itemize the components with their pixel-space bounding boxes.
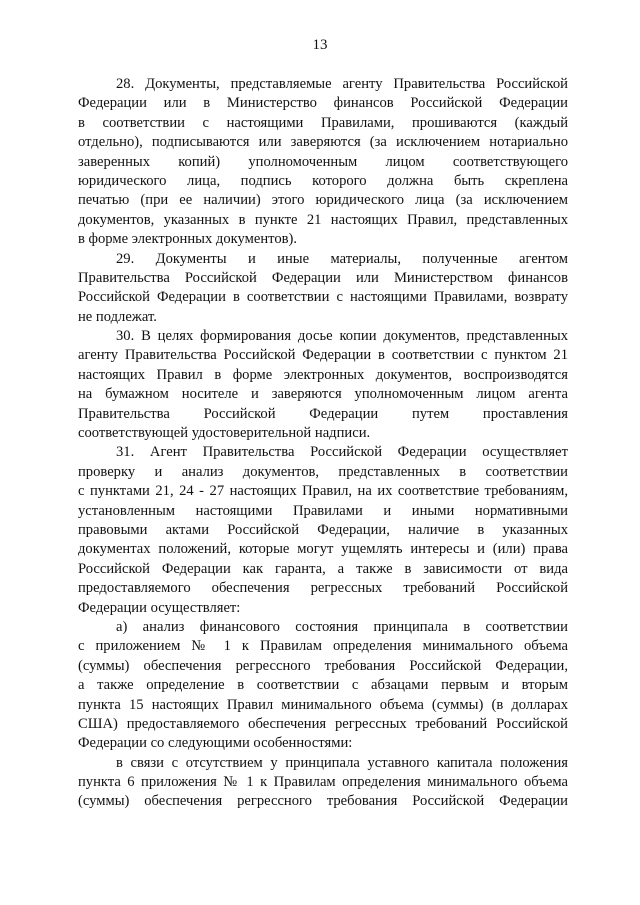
text-line: с приложением № 1 к Правилам определения минимального объема	[78, 638, 568, 655]
text-line: (суммы) обеспечения регрессного требования Российской Федерации,	[78, 657, 568, 674]
text-line: а) анализ финансового состояния принципала в соответствии	[116, 618, 568, 635]
text-line: Правительства Российской Федерации путем проставления	[78, 405, 568, 422]
text-line: в связи с отсутствием у принципала уставного капитала положения	[116, 754, 568, 771]
text-line: а также определение в соответствии с абзацами первым и вторым	[78, 677, 568, 694]
paragraph-28	[78, 75, 568, 250]
text-line: документах положений, которые могут ущемлять интересы и (или) права	[78, 541, 568, 558]
text-line: не подлежат.	[78, 308, 157, 325]
text-line: Федерации осуществляет:	[78, 599, 241, 616]
text-line: Российской Федерации в соответствии с настоящими Правилами, возврату	[78, 289, 568, 306]
page-number: 13	[312, 37, 328, 53]
text-line: Правительства Российской Федерации или Министерством финансов	[78, 269, 568, 286]
text-line: в форме электронных документов).	[78, 231, 298, 248]
text-line: отдельно), подписываются или заверяются (за исключением нотариально	[78, 134, 568, 151]
text-line: (суммы) обеспечения регрессного требования Российской Федерации	[78, 793, 568, 810]
text-line: 28. Документы, представляемые агенту Правительства Российской	[116, 76, 568, 92]
text-line: 29. Документы и иные материалы, полученные агентом	[116, 250, 568, 267]
paragraph-29	[78, 250, 568, 328]
text-line: предоставляемого обеспечения регрессных требований Российской	[78, 580, 568, 597]
text-line: документов, указанных в пункте 21 настоящих Правил, представленных	[78, 211, 568, 228]
text-line: пункта 6 приложения № 1 к Правилам определения минимального объема	[78, 774, 568, 791]
text-line: юридического лица, подпись которого должна быть скреплена	[78, 172, 568, 189]
paragraph-31-a-continued	[78, 754, 568, 812]
text-line: Российской Федерации как гаранта, а также в зависимости от вида	[78, 560, 568, 577]
text-line: на бумажном носителе и заверяются уполномоченным лицом агента	[78, 386, 568, 403]
text-line: правовыми актами Российской Федерации, наличие в указанных	[78, 521, 568, 538]
text-line: 31. Агент Правительства Российской Федерации осуществляет	[116, 444, 568, 461]
paragraph-31	[78, 443, 568, 618]
text-line: в соответствии с настоящими Правилами, прошиваются (каждый	[78, 114, 568, 131]
text-line: агенту Правительства Российской Федерации в соответствии с пунктом 21	[78, 347, 568, 364]
paragraph-31-a	[78, 618, 568, 754]
text-line: проверку и анализ документов, представленных в соответствии	[78, 463, 568, 480]
text-line: пункта 15 настоящих Правил минимального объема (суммы) (в долларах	[78, 696, 568, 713]
text-line: Федерации или в Министерство финансов Российской Федерации	[78, 95, 568, 112]
text-line: с пунктами 21, 24 - 27 настоящих Правил, на их соответствие требованиям,	[78, 483, 568, 500]
text-line: установленным настоящими Правилами и иными нормативными	[78, 502, 568, 519]
text-line: 30. В целях формирования досье копии документов, представленных	[116, 328, 568, 345]
text-line: печатью (при ее наличии) этого юридического лица (за исключением	[78, 192, 568, 209]
text-line: США) предоставляемого обеспечения регрессных требований Российской	[78, 715, 568, 732]
document-body	[78, 75, 568, 812]
text-line: Федерации со следующими особенностями:	[78, 735, 353, 752]
paragraph-30	[78, 327, 568, 443]
text-line: заверенных копий) уполномоченным лицом соответствующего	[78, 153, 568, 170]
text-line: настоящих Правил в форме электронных документов, воспроизводятся	[78, 366, 568, 383]
text-line: соответствующей удостоверительной надписи.	[78, 425, 371, 442]
